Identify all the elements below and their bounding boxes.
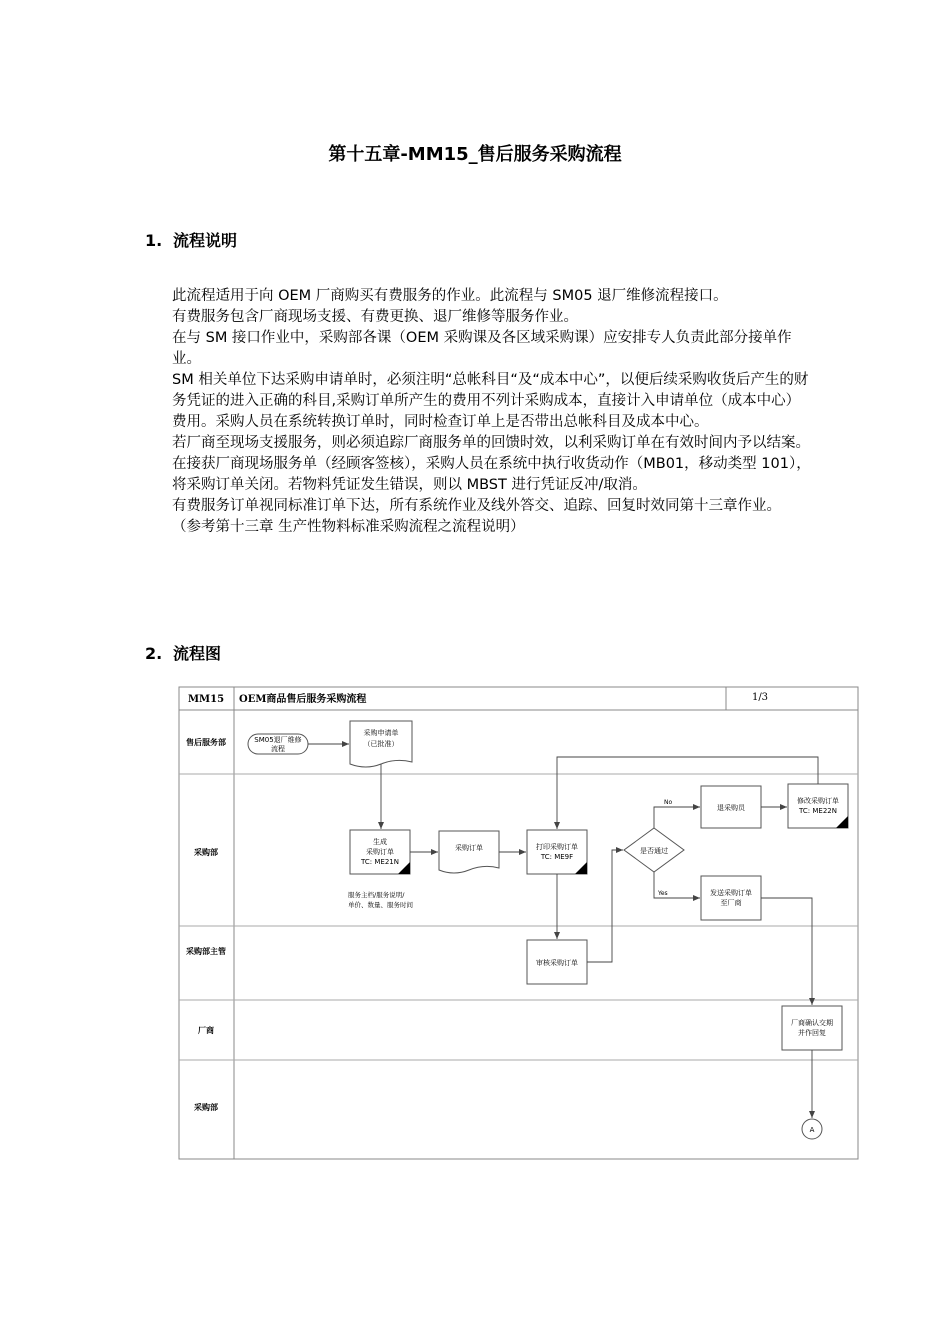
connector-label: A xyxy=(809,1126,815,1134)
paragraph: SM 相关单位下达采购申请单时，必须注明“总帐科目“及“成本中心”，以便后续采购收货后产生的财务凭证的进入正确的科目,采购订单所产生的费用不列计采购成本，直接计入申请单位（成本中心）费用。采购人员在系统转换订单时，同时检查订单上是否带出总帐科目及成本中心。 xyxy=(172,372,809,430)
node-label: 采购订单 xyxy=(366,848,394,856)
node-label: 发送采购订单 xyxy=(710,889,752,897)
node-label: 至厂商 xyxy=(720,899,742,907)
paragraph: 有费服务订单视同标准订单下达，所有系统作业及线外答交、追踪、回复时效同第十三章作业。 xyxy=(172,498,781,514)
node-label: 采购申请单 xyxy=(363,729,399,737)
lane-label: 售后服务部 xyxy=(186,738,226,747)
node-label: （已批准） xyxy=(363,740,399,748)
modify-po-process xyxy=(788,784,848,828)
flowchart-svg xyxy=(178,686,860,1162)
section-number: 2. xyxy=(145,644,163,663)
branch-label-yes: Yes xyxy=(658,890,668,897)
paragraph: 在接获厂商现场服务单（经顾客签核），采购人员在系统中执行收货动作（MB01，移动类型 101），将采购订单关闭。若物料凭证发生错误，则以 MBST 进行凭证反冲/取消。 xyxy=(172,456,811,493)
lane-label: 采购部主管 xyxy=(186,947,226,956)
branch-label-no: No xyxy=(664,799,673,806)
flowchart xyxy=(178,686,860,1162)
node-label: 流程 xyxy=(271,745,285,753)
flowchart-frame xyxy=(179,687,858,1159)
node-label: 并作回复 xyxy=(798,1029,826,1037)
node-label: SM05退厂维修 xyxy=(254,736,302,744)
header-title: OEM商品售后服务采购流程 xyxy=(239,694,367,705)
section-heading-flowchart xyxy=(145,641,221,664)
node-label: 厂商确认交期 xyxy=(791,1019,833,1027)
section-title: 流程图 xyxy=(173,644,222,663)
node-label: 生成 xyxy=(373,838,387,846)
section-heading-process-description xyxy=(145,228,237,251)
node-label: TC: ME22N xyxy=(799,807,837,815)
node-label: 是否通过 xyxy=(640,847,668,855)
node-label: 采购订单 xyxy=(455,844,483,852)
purchase-order-document xyxy=(439,831,499,873)
lane-label: 采购部 xyxy=(194,1103,218,1112)
node-label: TC: ME9F xyxy=(540,853,574,861)
send-po-to-vendor-process xyxy=(701,876,761,920)
flow-arrow-loop xyxy=(557,757,818,829)
paragraph: 在与 SM 接口作业中，采购部各课（OEM 采购课及各区域采购课）应安排专人负责此部分接单作业。 xyxy=(172,330,792,367)
node-label: 打印采购订单 xyxy=(536,843,578,851)
paragraph: 若厂商至现场支援服务，则必须追踪厂商服务单的回馈时效，以利采购订单在有效时间内予以结案。 xyxy=(172,435,810,451)
note-text: 单价、数量、服务时间 xyxy=(348,901,413,909)
note-text: 服务主档/服务说明/ xyxy=(348,891,405,899)
header-page: 1/3 xyxy=(751,692,769,703)
page-title: 第十五章-MM15_售后服务采购流程 xyxy=(328,144,622,165)
print-po-process xyxy=(527,830,587,874)
vendor-confirm-process xyxy=(782,1006,842,1050)
header-code: MM15 xyxy=(187,694,225,705)
flow-arrow-no xyxy=(654,807,700,828)
node-label: TC: ME21N xyxy=(361,858,399,866)
flow-arrow xyxy=(761,898,812,1005)
paragraph: 有费服务包含厂商现场支援、有费更换、退厂维修等服务作业。 xyxy=(172,309,578,325)
paragraph: （参考第十三章 生产性物料标准采购流程之流程说明） xyxy=(172,519,525,535)
node-label: 退采购员 xyxy=(717,804,745,812)
flow-arrow xyxy=(587,850,623,962)
node-label: 修改采购订单 xyxy=(797,797,839,805)
lane-label: 采购部 xyxy=(194,848,218,857)
paragraph: 此流程适用于向 OEM 厂商购买有费服务的作业。此流程与 SM05 退厂维修流程接口。 xyxy=(172,288,728,304)
process-description-body xyxy=(172,286,812,538)
node-label: 审核采购订单 xyxy=(536,959,578,967)
section-title: 流程说明 xyxy=(173,231,238,250)
lane-label: 厂商 xyxy=(198,1026,214,1035)
section-number: 1. xyxy=(145,231,163,250)
